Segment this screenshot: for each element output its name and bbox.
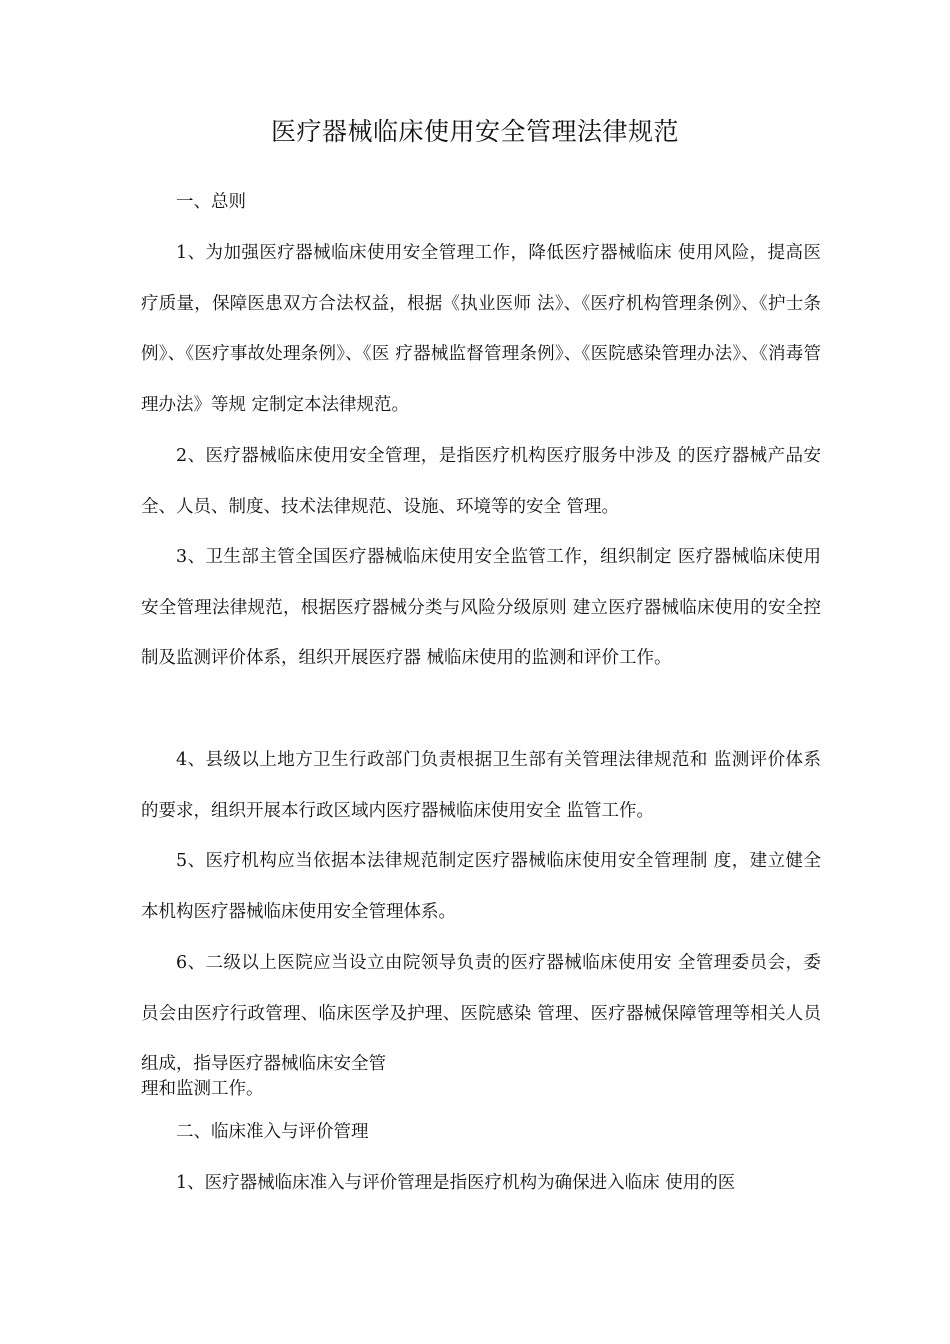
paragraph-4: 4、县级以上地方卫生行政部门负责根据卫生部有关管理法律规范和 监测评价体系的要求，组织开展本行政区域内医疗器械临床使用安全 监管工作。 (141, 750, 821, 821)
paragraph-6-tail: 理和监测工作。 (141, 1079, 264, 1099)
document-title: 医疗器械临床使用安全管理法律规范 (270, 117, 679, 146)
section-heading-admission: 二、临床准入与评价管理 (176, 1122, 369, 1142)
paragraph-2: 2、医疗器械临床使用安全管理，是指医疗机构医疗服务中涉及 的医疗器械产品安全、人员、制度、技术法律规范、设施、环境等的安全 管理。 (141, 446, 821, 517)
paragraph-5: 5、医疗机构应当依据本法律规范制定医疗器械临床使用安全管理制 度，建立健全本机构医疗器械临床使用安全管理体系。 (141, 851, 821, 922)
section-heading-general: 一、总则 (176, 192, 246, 212)
paragraph-3: 3、卫生部主管全国医疗器械临床使用安全监管工作，组织制定 医疗器械临床使用安全管理法律规范，根据医疗器械分类与风险分级原则 建立医疗器械临床使用的安全控制及监测评价体系，组织开展医疗器 械临床使用的监测和评价工作。 (141, 547, 821, 668)
paragraph-6: 6、二级以上医院应当设立由院领导负责的医疗器械临床使用安 全管理委员会，委员会由医疗行政管理、临床医学及护理、医院感染 管理、医疗器械保障管理等相关人员组成，指导医疗器械临床安全管 (141, 953, 821, 1074)
paragraph-1: 1、为加强医疗器械临床使用安全管理工作，降低医疗器械临床 使用风险，提高医疗质量，保障医患双方合法权益，根据《执业医师 法》、《医疗机构管理条例》、《护士条例》、《医疗事故处理条例》、《医 疗器械监督管理条例》、《医院感染管理办法》、《消毒管理办法》等规 定制定本法律规范。 (141, 243, 821, 415)
paragraph-7: 1、医疗器械临床准入与评价管理是指医疗机构为确保进入临床 使用的医 (176, 1173, 736, 1193)
